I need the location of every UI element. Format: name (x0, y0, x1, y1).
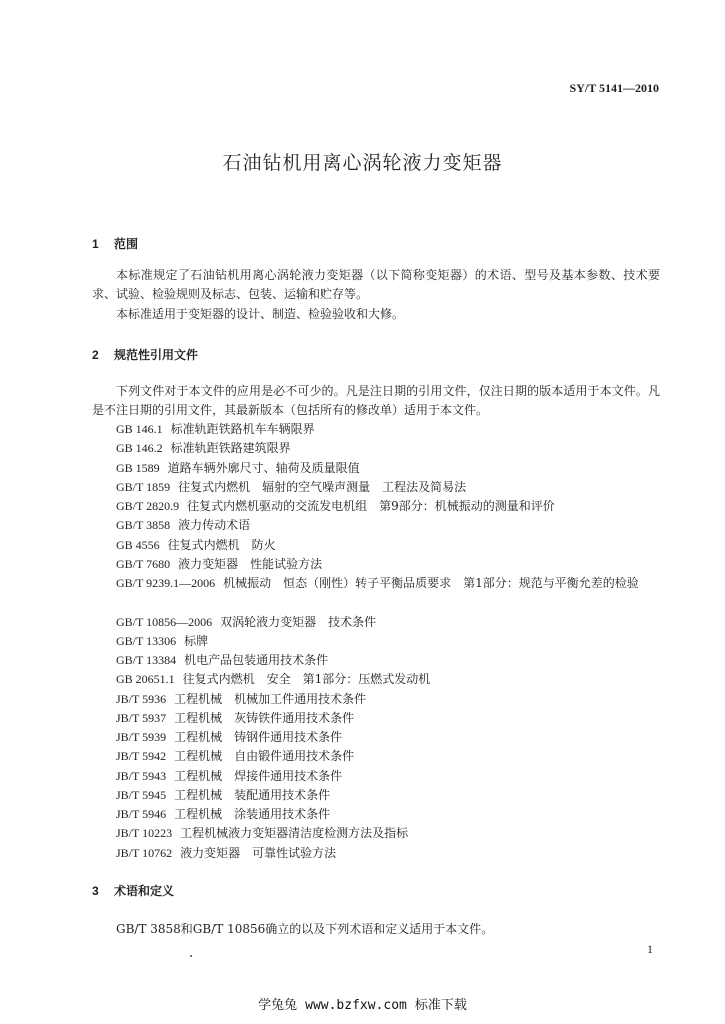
reference-code: GB/T 3858 (116, 518, 171, 533)
reference-title: 机械振动 恒态（刚性）转子平衡品质要求 第1部分：规范与平衡允差的检验 (223, 576, 639, 590)
section-number: 3 (92, 884, 99, 898)
reference-code: GB/T 13306 (116, 633, 177, 648)
reference-code: GB/T 13384 (116, 653, 177, 667)
reference-item (92, 805, 662, 824)
reference-code: JB/T 5936 (116, 691, 167, 706)
reference-title: 标牌 (184, 633, 209, 648)
references-intro: 下列文件对于本文件的应用是必不可少的。凡是注日期的引用文件，仅注日期的版本适用于本文件。凡是不注日期的引用文件，其最新版本（包括所有的修改单）适用于本文件。 (92, 384, 660, 417)
section-1-heading (92, 235, 138, 252)
reference-code: JB/T 5939 (116, 730, 167, 744)
reference-code: JB/T 5943 (116, 768, 167, 783)
footer-tagline: 标准下载 (414, 998, 467, 1013)
reference-title: 机电产品包装通用技术条件 (184, 653, 329, 667)
reference-code: JB/T 10223 (116, 826, 173, 841)
reference-item (92, 478, 662, 497)
reference-code: GB/T 9239.1—2006 (116, 576, 216, 590)
reference-code: JB/T 5946 (116, 807, 167, 821)
reference-title: 标准轨距铁路机车车辆限界 (170, 422, 315, 436)
reference-item (92, 516, 662, 535)
reference-item (92, 844, 662, 863)
reference-title: 往复式内燃机 辐射的空气噪声测量 工程法及简易法 (178, 479, 467, 494)
section-3-heading (92, 882, 174, 899)
reference-item (92, 439, 662, 458)
reference-code: GB/T 1859 (116, 479, 171, 494)
reference-code: JB/T 5937 (116, 710, 167, 725)
footer-site-name: 学兔兔 (258, 998, 298, 1013)
reference-item (92, 555, 662, 574)
section-title: 范围 (114, 237, 139, 251)
reference-title: 工程机械 自由锻件通用技术条件 (174, 749, 355, 764)
section-title: 规范性引用文件 (114, 348, 199, 362)
reference-item (92, 786, 662, 805)
reference-item (92, 574, 662, 613)
reference-code: GB 1589 (116, 460, 160, 475)
reference-code: GB 20651.1 (116, 672, 175, 687)
reference-code: GB/T 10856—2006 (116, 614, 213, 629)
reference-item (92, 613, 662, 632)
reference-title: 往复式内燃机 安全 第1部分：压燃式发动机 (182, 672, 431, 687)
reference-item (92, 420, 662, 439)
reference-title: 往复式内燃机驱动的交流发电机组 第9部分：机械振动的测量和评价 (187, 499, 555, 513)
scan-speck (190, 955, 192, 957)
page-number: 1 (647, 942, 653, 956)
reference-title: 道路车辆外廓尺寸、轴荷及质量限值 (167, 460, 360, 475)
reference-item (92, 824, 662, 843)
reference-title: 往复式内燃机 防火 (167, 537, 276, 552)
reference-title: 工程机械 机械加工件通用技术条件 (174, 691, 367, 706)
reference-item (92, 709, 662, 728)
reference-item (92, 459, 662, 478)
reference-code: GB 146.1 (116, 422, 163, 436)
section-number: 2 (92, 348, 99, 362)
reference-code: JB/T 5945 (116, 787, 167, 802)
reference-item (92, 632, 662, 651)
document-title: 石油钻机用离心涡轮液力变矩器 (222, 152, 503, 174)
reference-item (92, 497, 662, 516)
reference-title: 工程机械 焊接件通用技术条件 (174, 768, 343, 783)
reference-title: 液力传动术语 (178, 518, 251, 533)
reference-item (92, 728, 662, 747)
reference-item (92, 536, 662, 555)
reference-title: 液力变矩器 可靠性试验方法 (180, 845, 337, 860)
section-title: 术语和定义 (114, 884, 175, 898)
normative-references-list (92, 420, 662, 863)
reference-title: 双涡轮液力变矩器 技术条件 (220, 614, 377, 629)
reference-code: GB/T 2820.9 (116, 499, 180, 513)
standard-code: SY/T 5141—2010 (569, 81, 659, 95)
reference-title: 工程机械 灰铸铁件通用技术条件 (174, 710, 355, 725)
section-number: 1 (92, 237, 99, 251)
footer-url[interactable]: www.bzfxw.com (305, 998, 407, 1013)
scope-paragraph-1: 本标准规定了石油钻机用离心涡轮液力变矩器（以下简称变矩器）的术语、型号及基本参数、技术要求、试验、检验规则及标志、包装、运输和贮存等。 (92, 268, 660, 301)
section-2-heading (92, 346, 198, 363)
reference-title: 液力变矩器 性能试验方法 (178, 556, 323, 571)
terms-paragraph: GB/T 3858和GB/T 10856确立的以及下列术语和定义适用于本文件。 (116, 922, 494, 936)
reference-title: 工程机械 装配通用技术条件 (174, 787, 331, 802)
reference-code: JB/T 5942 (116, 749, 167, 764)
reference-item (92, 747, 662, 766)
reference-title: 工程机械 涂装通用技术条件 (174, 807, 331, 821)
scope-paragraph-2: 本标准适用于变矩器的设计、制造、检验验收和大修。 (116, 307, 405, 321)
reference-item (92, 690, 662, 709)
reference-title: 工程机械 铸钢件通用技术条件 (174, 730, 343, 744)
reference-title: 工程机械液力变矩器清洁度检测方法及指标 (180, 826, 409, 841)
reference-item (92, 767, 662, 786)
footer-watermark (0, 994, 725, 1013)
reference-title: 标准轨距铁路建筑限界 (170, 441, 291, 456)
reference-item (92, 651, 662, 670)
reference-code: GB 4556 (116, 537, 160, 552)
reference-code: GB 146.2 (116, 441, 163, 456)
reference-item (92, 670, 662, 689)
reference-code: JB/T 10762 (116, 845, 173, 860)
reference-code: GB/T 7680 (116, 556, 171, 571)
